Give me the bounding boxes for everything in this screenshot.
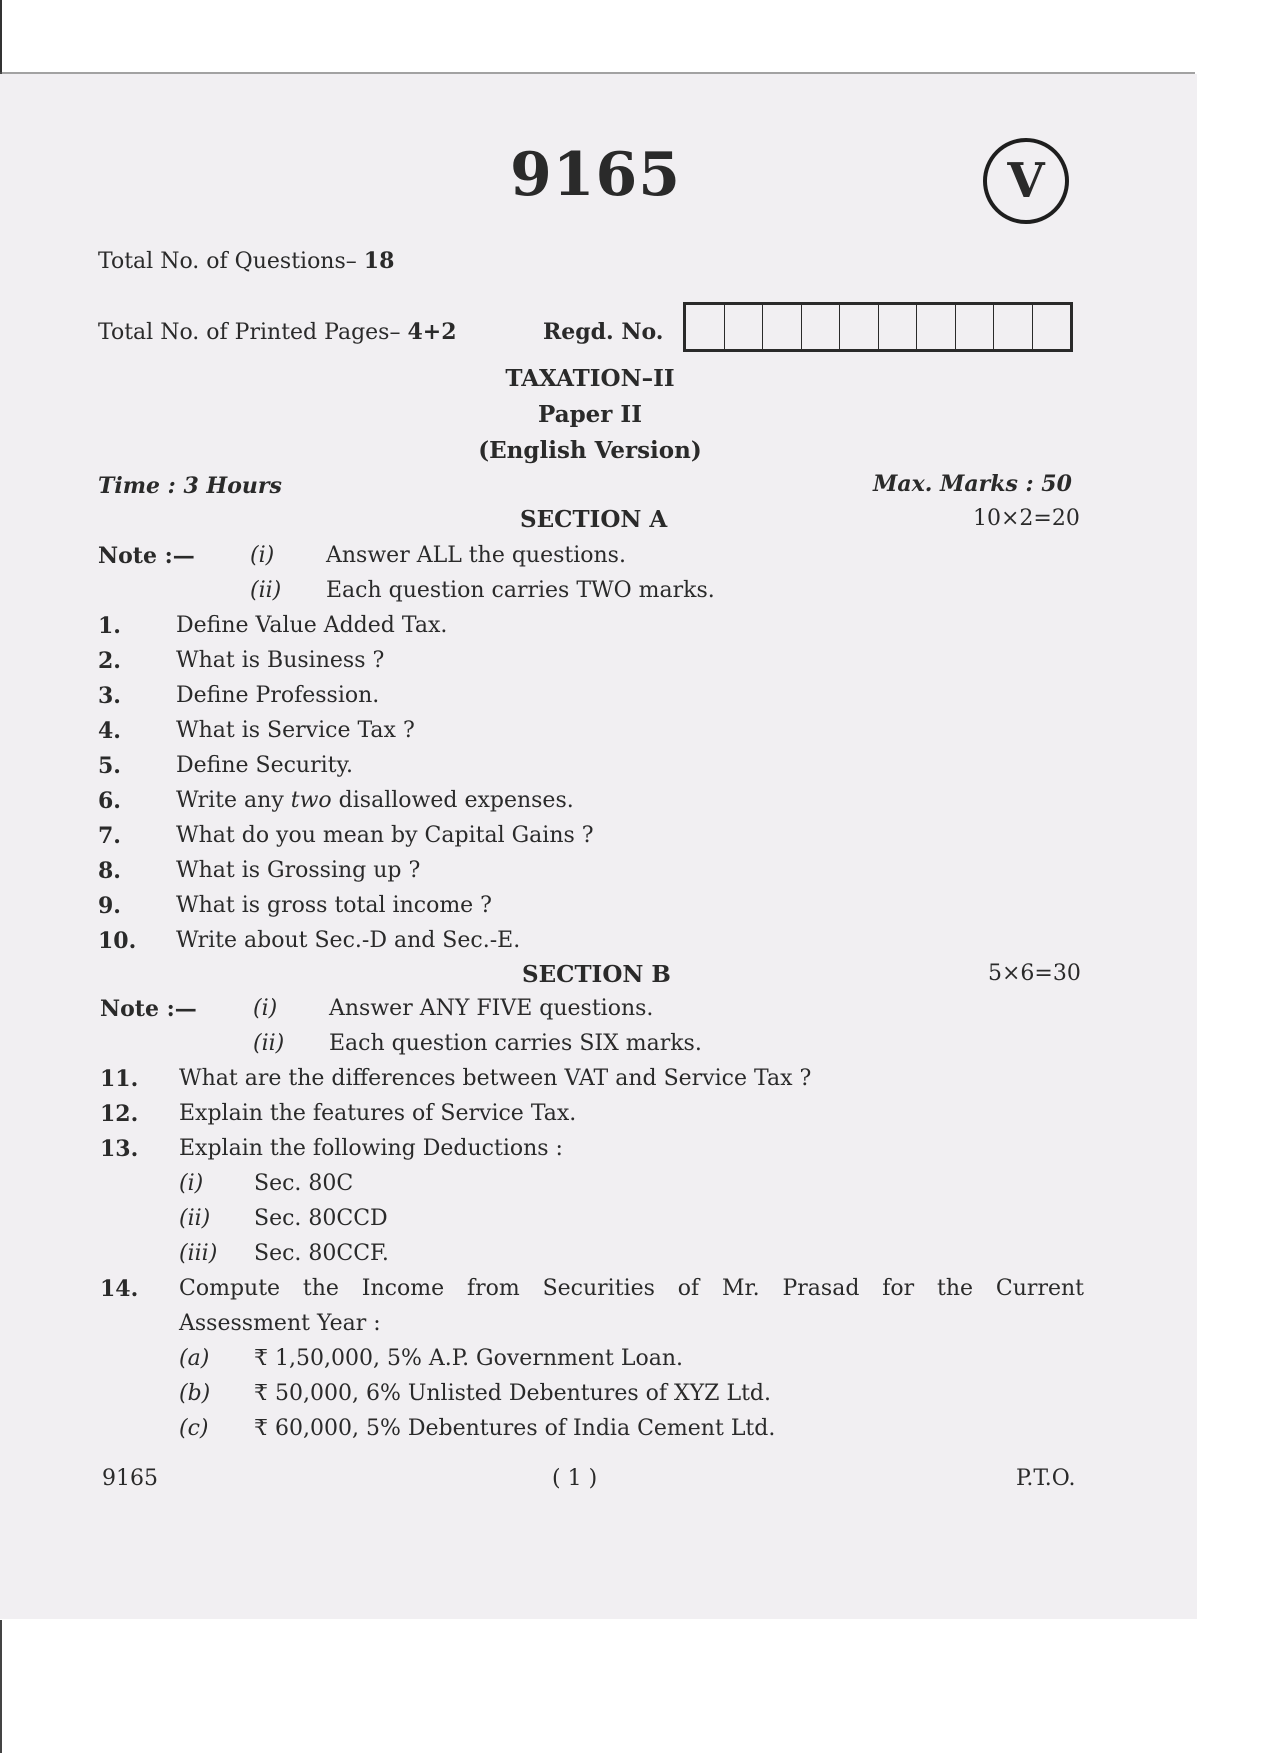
max-marks: Max. Marks : 50 <box>873 471 1072 497</box>
note-num: (ii) <box>253 1031 285 1056</box>
question-number: 8. <box>98 858 121 884</box>
sub-item-text: ₹ 50,000, 6% Unlisted Debentures of XYZ Ltd. <box>254 1381 771 1406</box>
note-text: Answer ANY FIVE questions. <box>329 996 654 1021</box>
question-text: What is Business ? <box>176 648 385 673</box>
sub-item-text: Sec. 80C <box>254 1171 354 1196</box>
question-text: Write about Sec.-D and Sec.-E. <box>176 928 521 953</box>
sub-item-text: Sec. 80CCF. <box>254 1241 389 1266</box>
section-a-marks: 10×2=20 <box>973 506 1080 531</box>
sub-item-num: (a) <box>179 1346 210 1371</box>
note-num: (ii) <box>250 578 282 603</box>
question-text-continued: Assessment Year : <box>179 1311 381 1336</box>
question-text: Explain the features of Service Tax. <box>179 1101 577 1126</box>
question-text: What do you mean by Capital Gains ? <box>176 823 594 848</box>
regd-digit-box[interactable] <box>840 305 879 349</box>
question-text: Define Value Added Tax. <box>176 613 448 638</box>
regd-digit-box[interactable] <box>879 305 918 349</box>
question-text: Explain the following Deductions : <box>179 1136 563 1161</box>
note-text: Each question carries TWO marks. <box>326 578 715 603</box>
regd-digit-box[interactable] <box>763 305 802 349</box>
regd-digit-box[interactable] <box>725 305 764 349</box>
printed-pages-value: 4+2 <box>407 319 457 345</box>
question-text: What is gross total income ? <box>176 893 492 918</box>
printed-pages-label: Total No. of Printed Pages– <box>98 320 401 345</box>
sub-item-num: (iii) <box>179 1241 218 1266</box>
question-text: What is Service Tax ? <box>176 718 415 743</box>
footer-code: 9165 <box>102 1466 158 1491</box>
total-questions <box>98 248 394 274</box>
section-b-note-label: Note :— <box>100 996 197 1022</box>
question-number: 7. <box>98 823 121 849</box>
time-limit: Time : 3 Hours <box>98 473 282 499</box>
note-num: (i) <box>250 543 275 568</box>
question-number: 4. <box>98 718 121 744</box>
question-number: 6. <box>98 788 121 814</box>
subject-title: TAXATION–II <box>505 365 675 392</box>
question-number: 10. <box>98 928 137 954</box>
regd-digit-box[interactable] <box>686 305 725 349</box>
note-num: (i) <box>253 996 278 1021</box>
scan-edge <box>0 1620 2 1753</box>
paper-number: Paper II <box>538 401 642 428</box>
section-b-marks: 5×6=30 <box>988 961 1081 986</box>
section-b-title: SECTION B <box>522 961 671 988</box>
version-text: (English Version) <box>478 437 702 464</box>
total-questions-label: Total No. of Questions– <box>98 249 357 274</box>
question-text: What are the differences between VAT and Service Tax ? <box>179 1066 812 1091</box>
pto-label: P.T.O. <box>1016 1466 1076 1491</box>
question-text: Define Security. <box>176 753 353 778</box>
question-text <box>176 788 574 813</box>
question-text: What is Grossing up ? <box>176 858 421 883</box>
sub-item-num: (b) <box>179 1381 211 1406</box>
sub-item-num: (i) <box>179 1171 204 1196</box>
sub-item-num: (ii) <box>179 1206 211 1231</box>
note-text: Answer ALL the questions. <box>326 543 626 568</box>
question-text-pre: Write any <box>176 788 284 813</box>
question-number: 3. <box>98 683 121 709</box>
paper-code: 9165 <box>510 140 681 210</box>
regd-digit-box[interactable] <box>1033 305 1071 349</box>
question-number: 1. <box>98 613 121 639</box>
question-number: 9. <box>98 893 121 919</box>
scan-edge <box>0 0 2 75</box>
sub-item-text: Sec. 80CCD <box>254 1206 388 1231</box>
question-text-post: disallowed expenses. <box>338 788 574 813</box>
sub-item-text: ₹ 1,50,000, 5% A.P. Government Loan. <box>254 1346 684 1371</box>
regd-digit-box[interactable] <box>994 305 1033 349</box>
question-number: 5. <box>98 753 121 779</box>
question-number: 14. <box>100 1276 139 1302</box>
note-text: Each question carries SIX marks. <box>329 1031 702 1056</box>
question-number: 11. <box>100 1066 139 1092</box>
section-a-note-label: Note :— <box>98 543 195 569</box>
question-text: Compute the Income from Securities of Mr. Prasad for the Current <box>179 1276 1084 1301</box>
sub-item-num: (c) <box>179 1416 209 1441</box>
question-text: Define Profession. <box>176 683 380 708</box>
question-number: 2. <box>98 648 121 674</box>
version-mark-badge: V <box>983 138 1069 224</box>
regd-label: Regd. No. <box>543 319 664 345</box>
page-number: ( 1 ) <box>552 1466 598 1491</box>
printed-pages <box>98 319 457 345</box>
question-number: 12. <box>100 1101 139 1127</box>
question-text-emphasis: two <box>290 788 332 813</box>
regd-number-boxes[interactable] <box>683 302 1073 352</box>
section-a-title: SECTION A <box>520 506 668 533</box>
regd-digit-box[interactable] <box>802 305 841 349</box>
total-questions-value: 18 <box>363 248 395 274</box>
regd-digit-box[interactable] <box>956 305 995 349</box>
question-number: 13. <box>100 1136 139 1162</box>
regd-digit-box[interactable] <box>917 305 956 349</box>
sub-item-text: ₹ 60,000, 5% Debentures of India Cement Ltd. <box>254 1416 776 1441</box>
